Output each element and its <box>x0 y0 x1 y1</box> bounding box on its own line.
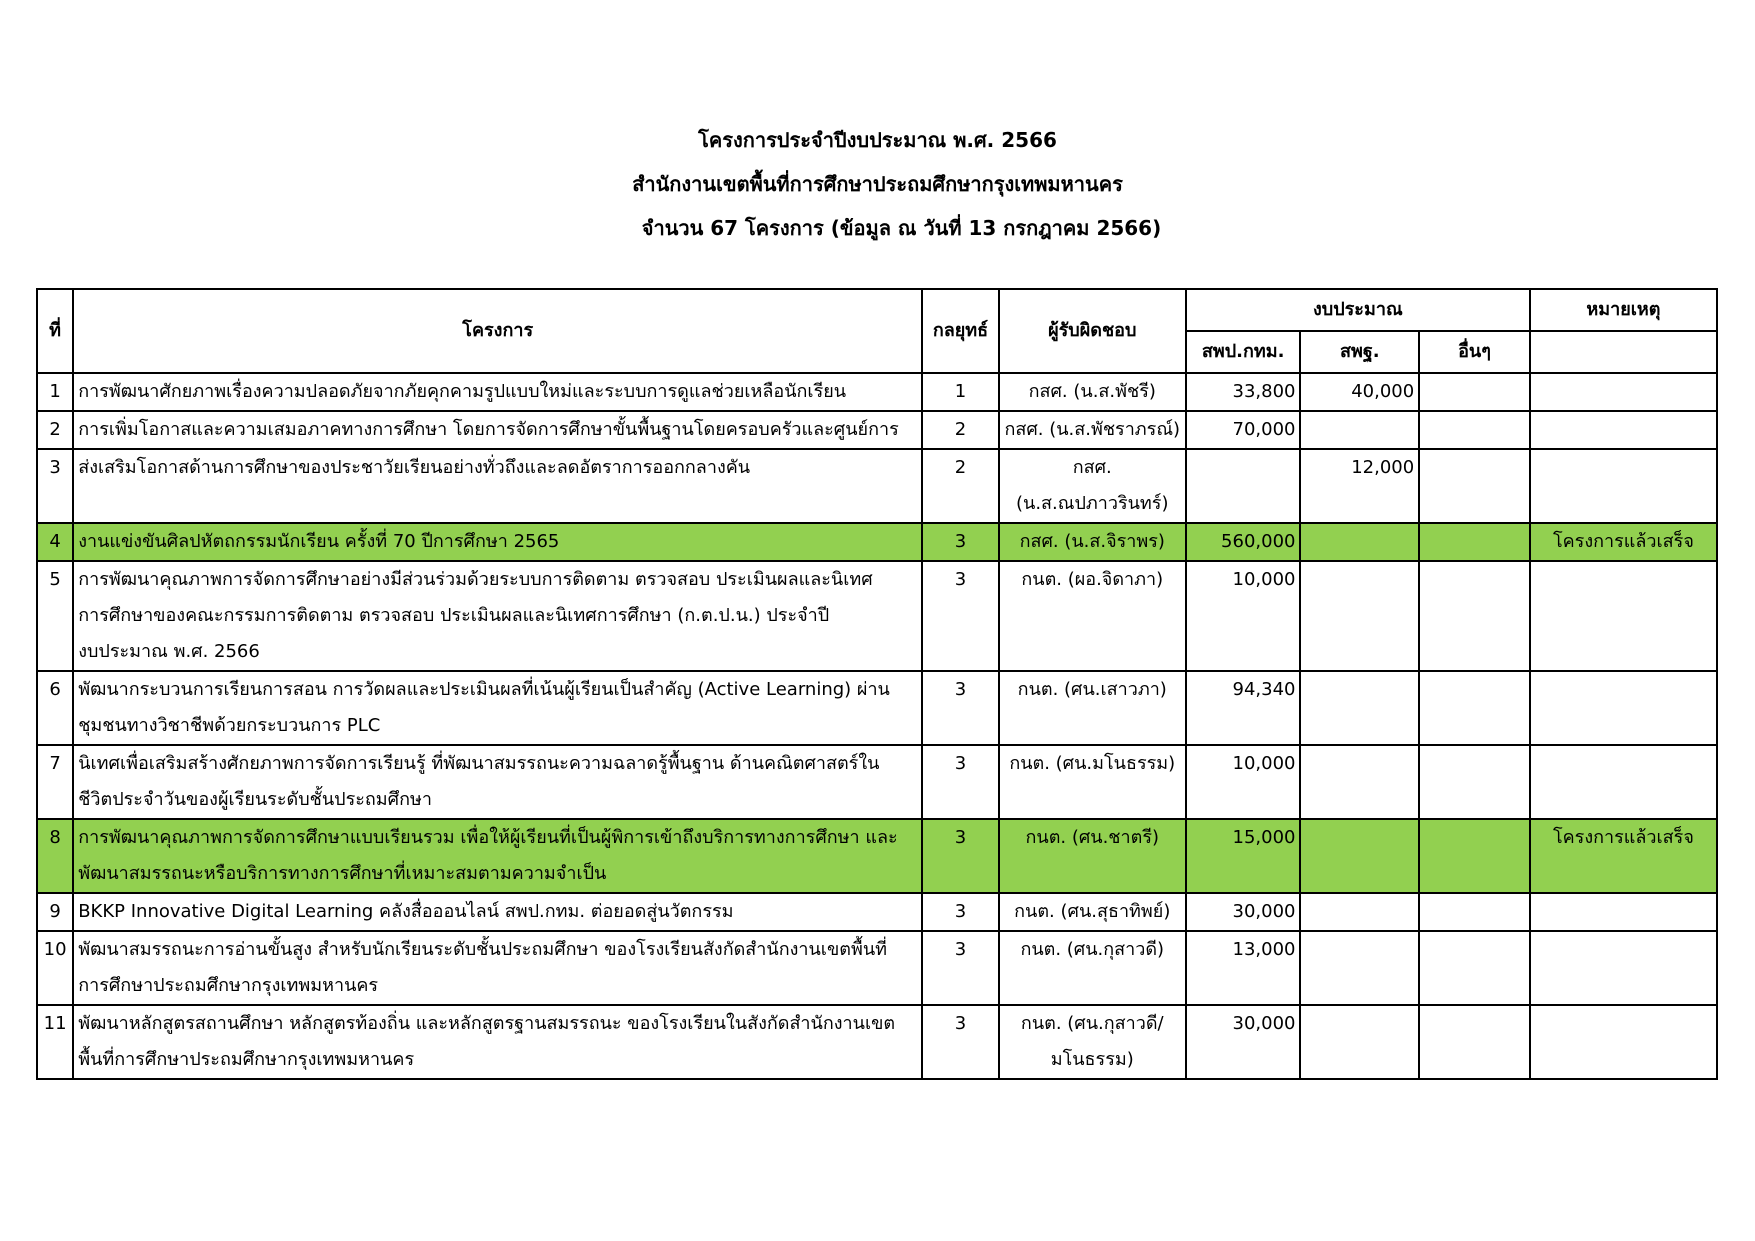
budget-obec <box>1300 1005 1419 1079</box>
budget-other <box>1419 561 1530 671</box>
header-budget: งบประมาณ <box>1186 289 1530 331</box>
project-name-line: พื้นที่การศึกษาประถมศึกษากรุงเทพมหานคร <box>78 1049 415 1070</box>
project-name-line: ส่งเสริมโอกาสด้านการศึกษาของประชาวัยเรียนอย่างทั่วถึงและลดอัตราการออกกลางคัน <box>78 457 751 478</box>
project-name-line: ชุมชนทางวิชาชีพด้วยกระบวนการ PLC <box>78 715 381 736</box>
budget-bma: 30,000 <box>1186 1005 1301 1079</box>
title-line-1: โครงการประจำปีงบประมาณ พ.ศ. 2566 <box>698 128 1057 152</box>
budget-bma: 70,000 <box>1186 411 1301 449</box>
project-name <box>73 893 922 931</box>
header-strategy: กลยุทธ์ <box>922 289 998 373</box>
budget-bma: 94,340 <box>1186 671 1301 745</box>
header-project: โครงการ <box>73 289 922 373</box>
responsible-line: มโนธรรม) <box>1050 1049 1134 1070</box>
responsible-line: กสศ. (น.ส.พัชรี) <box>1028 381 1156 402</box>
budget-other <box>1419 373 1530 411</box>
header-note: หมายเหตุ <box>1530 289 1717 331</box>
project-name <box>73 523 922 561</box>
responsible-line: กสศ. <box>1072 457 1112 478</box>
budget-obec <box>1300 745 1419 819</box>
budget-other <box>1419 819 1530 893</box>
project-name <box>73 745 922 819</box>
responsible-line: กนต. (ศน.กุสาวดี) <box>1020 939 1165 960</box>
note-value <box>1530 411 1717 449</box>
project-name-line: BKKP Innovative Digital Learning คลังสื่อออนไลน์ สพป.กทม. ต่อยอดสู่นวัตกรรม <box>78 901 734 922</box>
strategy-value: 3 <box>922 561 998 671</box>
note-value <box>1530 671 1717 745</box>
budget-obec: 12,000 <box>1300 449 1419 523</box>
note-value <box>1530 373 1717 411</box>
project-name <box>73 931 922 1005</box>
budget-obec <box>1300 523 1419 561</box>
table-row <box>37 1005 1717 1079</box>
title-line-3: จำนวน 67 โครงการ (ข้อมูล ณ วันที่ 13 กรกฎาคม 2566) <box>641 216 1162 240</box>
budget-other <box>1419 745 1530 819</box>
note-value <box>1530 931 1717 1005</box>
project-name-line: ชีวิตประจำวันของผู้เรียนระดับชั้นประถมศึกษา <box>78 789 432 810</box>
table-row <box>37 373 1717 411</box>
budget-obec: 40,000 <box>1300 373 1419 411</box>
strategy-value: 3 <box>922 523 998 561</box>
responsible-person <box>999 561 1186 671</box>
budget-other <box>1419 449 1530 523</box>
budget-bma: 10,000 <box>1186 561 1301 671</box>
row-number: 4 <box>37 523 73 561</box>
project-name-line: การศึกษาประถมศึกษากรุงเทพมหานคร <box>78 975 379 996</box>
responsible-person <box>999 523 1186 561</box>
header-note-blank <box>1530 331 1717 373</box>
budget-obec <box>1300 671 1419 745</box>
project-name <box>73 671 922 745</box>
table-row <box>37 449 1717 523</box>
project-name-line: พัฒนากระบวนการเรียนการสอน การวัดผลและประเมินผลที่เน้นผู้เรียนเป็นสำคัญ (Active Learning) ผ่าน <box>78 679 890 700</box>
responsible-person <box>999 411 1186 449</box>
row-number: 10 <box>37 931 73 1005</box>
responsible-person <box>999 449 1186 523</box>
table-body <box>37 373 1717 1079</box>
strategy-value: 3 <box>922 1005 998 1079</box>
strategy-value: 1 <box>922 373 998 411</box>
budget-bma: 30,000 <box>1186 893 1301 931</box>
note-value <box>1530 449 1717 523</box>
project-name <box>73 1005 922 1079</box>
responsible-line: กสศ. (น.ส.พัชราภรณ์) <box>1004 419 1181 440</box>
header-responsible: ผู้รับผิดชอบ <box>999 289 1186 373</box>
header-budget-obec: สพฐ. <box>1300 331 1419 373</box>
responsible-person <box>999 1005 1186 1079</box>
table-row <box>37 745 1717 819</box>
project-name-line: การเพิ่มโอกาสและความเสมอภาคทางการศึกษา โดยการจัดการศึกษาขั้นพื้นฐานโดยครอบครัวและศูนย์การ <box>78 419 899 440</box>
project-name-line: งานแข่งขันศิลปหัตถกรรมนักเรียน ครั้งที่ 70 ปีการศึกษา 2565 <box>78 531 560 552</box>
responsible-person <box>999 931 1186 1005</box>
responsible-person <box>999 745 1186 819</box>
row-number: 2 <box>37 411 73 449</box>
table-row <box>37 523 1717 561</box>
row-number: 7 <box>37 745 73 819</box>
project-name <box>73 373 922 411</box>
project-name-line: พัฒนาสมรรถนะการอ่านขั้นสูง สำหรับนักเรียนระดับชั้นประถมศึกษา ของโรงเรียนสังกัดสำนักงานเขตพื้นที่ <box>78 939 887 960</box>
budget-other <box>1419 931 1530 1005</box>
budget-obec <box>1300 893 1419 931</box>
responsible-line: กนต. (ศน.สุธาทิพย์) <box>1014 901 1171 922</box>
budget-other <box>1419 893 1530 931</box>
strategy-value: 3 <box>922 893 998 931</box>
project-name-line: การพัฒนาคุณภาพการจัดการศึกษาอย่างมีส่วนร่วมด้วยระบบการติดตาม ตรวจสอบ ประเมินผลและนิเทศ <box>78 569 873 590</box>
row-number: 3 <box>37 449 73 523</box>
budget-other <box>1419 1005 1530 1079</box>
note-value <box>1530 745 1717 819</box>
project-name <box>73 411 922 449</box>
strategy-value: 2 <box>922 411 998 449</box>
table-row <box>37 931 1717 1005</box>
strategy-value: 2 <box>922 449 998 523</box>
budget-bma: 13,000 <box>1186 931 1301 1005</box>
responsible-line: (น.ส.ณปภาวรินทร์) <box>1016 493 1169 514</box>
row-number: 1 <box>37 373 73 411</box>
table-row <box>37 561 1717 671</box>
budget-bma: 33,800 <box>1186 373 1301 411</box>
strategy-value: 3 <box>922 671 998 745</box>
budget-other <box>1419 671 1530 745</box>
strategy-value: 3 <box>922 745 998 819</box>
project-name-line: พัฒนาหลักสูตรสถานศึกษา หลักสูตรท้องถิ่น และหลักสูตรฐานสมรรถนะ ของโรงเรียนในสังกัดสำนักงานเขต <box>78 1013 896 1034</box>
row-number: 5 <box>37 561 73 671</box>
responsible-line: กนต. (ศน.กุสาวดี/ <box>1020 1013 1164 1034</box>
strategy-value: 3 <box>922 819 998 893</box>
note-value: โครงการแล้วเสร็จ <box>1530 523 1717 561</box>
row-number: 11 <box>37 1005 73 1079</box>
responsible-line: กนต. (ศน.มโนธรรม) <box>1009 753 1176 774</box>
project-name-line: งบประมาณ พ.ศ. 2566 <box>78 641 260 662</box>
project-name-line: นิเทศเพื่อเสริมสร้างศักยภาพการจัดการเรียนรู้ ที่พัฒนาสมรรถนะความฉลาดรู้พื้นฐาน ด้านคณิตศาสตร์ใน <box>78 753 880 774</box>
table-row <box>37 411 1717 449</box>
responsible-line: กสศ. (น.ส.จิราพร) <box>1019 531 1165 552</box>
header-no: ที่ <box>37 289 73 373</box>
project-name <box>73 561 922 671</box>
budget-other <box>1419 411 1530 449</box>
project-name-line: การพัฒนาคุณภาพการจัดการศึกษาแบบเรียนรวม เพื่อให้ผู้เรียนที่เป็นผู้พิการเข้าถึงบริการทางการศึกษา และ <box>78 827 898 848</box>
responsible-line: กนต. (ศน.เสาวภา) <box>1017 679 1167 700</box>
row-number: 9 <box>37 893 73 931</box>
project-name <box>73 449 922 523</box>
budget-bma: 560,000 <box>1186 523 1301 561</box>
document-header <box>0 118 1755 250</box>
budget-obec <box>1300 819 1419 893</box>
project-table <box>36 288 1718 1080</box>
project-name <box>73 819 922 893</box>
row-number: 6 <box>37 671 73 745</box>
table-row <box>37 671 1717 745</box>
table-row <box>37 893 1717 931</box>
note-value: โครงการแล้วเสร็จ <box>1530 819 1717 893</box>
responsible-person <box>999 893 1186 931</box>
project-name-line: การศึกษาของคณะกรรมการติดตาม ตรวจสอบ ประเมินผลและนิเทศการศึกษา (ก.ต.ป.น.) ประจำปี <box>78 605 830 626</box>
budget-obec <box>1300 411 1419 449</box>
header-budget-bma: สพป.กทม. <box>1186 331 1301 373</box>
responsible-line: กนต. (ผอ.จิดาภา) <box>1021 569 1164 590</box>
project-name-line: การพัฒนาศักยภาพเรื่องความปลอดภัยจากภัยคุกคามรูปแบบใหม่และระบบการดูแลช่วยเหลือนักเรียน <box>78 381 847 402</box>
budget-other <box>1419 523 1530 561</box>
responsible-person <box>999 671 1186 745</box>
responsible-person <box>999 373 1186 411</box>
strategy-value: 3 <box>922 931 998 1005</box>
budget-obec <box>1300 931 1419 1005</box>
note-value <box>1530 893 1717 931</box>
budget-bma: 10,000 <box>1186 745 1301 819</box>
note-value <box>1530 1005 1717 1079</box>
responsible-line: กนต. (ศน.ชาตรี) <box>1025 827 1160 848</box>
header-budget-other: อื่นๆ <box>1419 331 1530 373</box>
project-name-line: พัฒนาสมรรถนะหรือบริการทางการศึกษาที่เหมาะสมตามความจำเป็น <box>78 863 607 884</box>
responsible-person <box>999 819 1186 893</box>
note-value <box>1530 561 1717 671</box>
budget-bma <box>1186 449 1301 523</box>
budget-obec <box>1300 561 1419 671</box>
row-number: 8 <box>37 819 73 893</box>
title-line-2: สำนักงานเขตพื้นที่การศึกษาประถมศึกษากรุงเทพมหานคร <box>632 172 1123 196</box>
table-row <box>37 819 1717 893</box>
budget-bma: 15,000 <box>1186 819 1301 893</box>
